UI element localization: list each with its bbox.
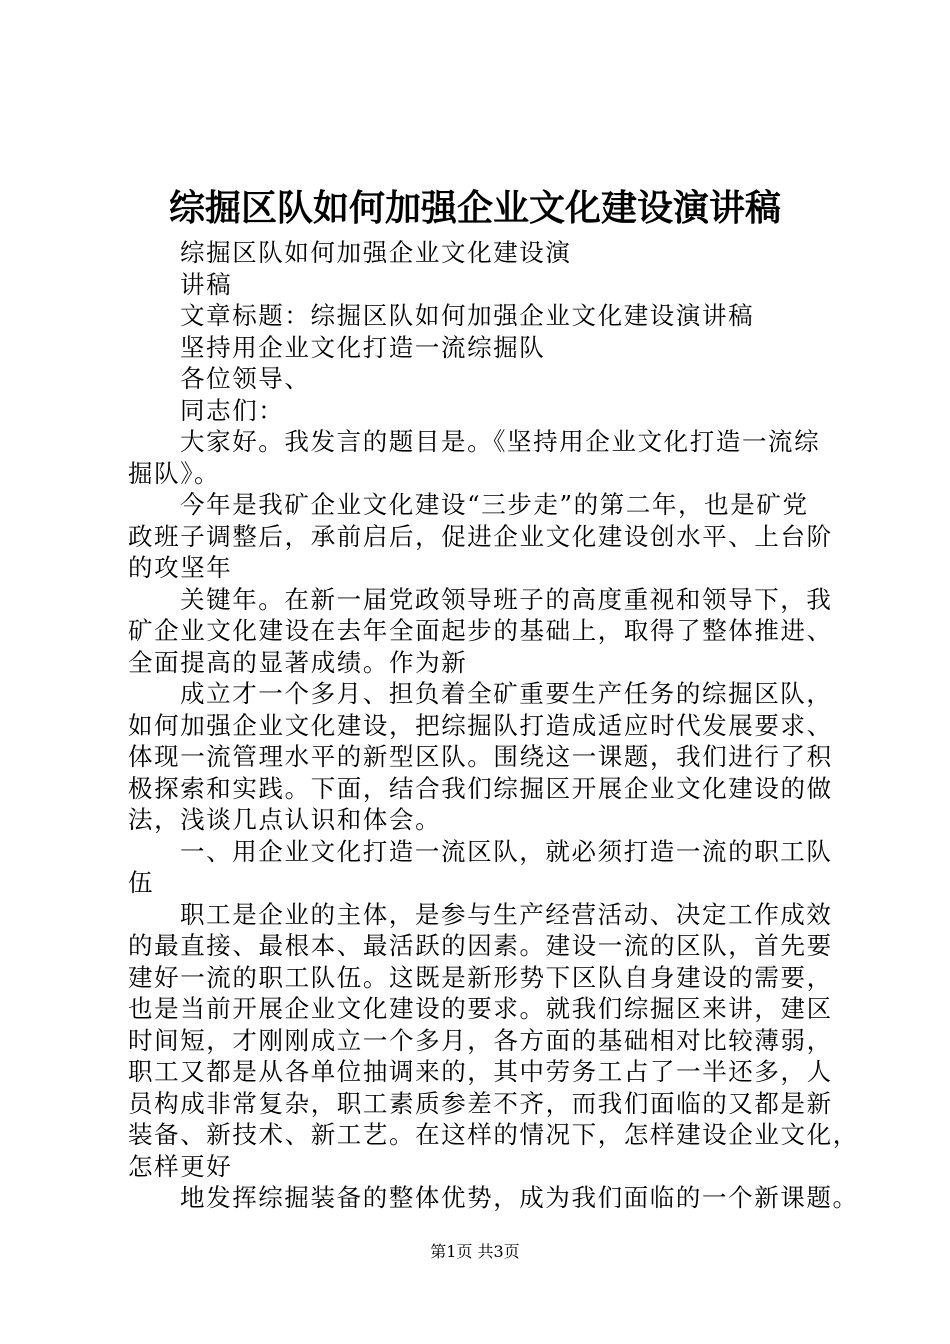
- body-line: 时间短，才刚刚成立一个多月，各方面的基础相对比较薄弱，: [128, 1025, 833, 1055]
- body-line: 伍: [128, 868, 155, 897]
- body-line: 讲稿: [180, 269, 233, 299]
- body-line: 成立才一个多月、担负着全矿重要生产任务的综掘区队，: [180, 679, 833, 708]
- body-line: 的攻坚年: [128, 553, 233, 582]
- body-line: 综掘区队如何加强企业文化建设演: [180, 238, 572, 267]
- page-footer: 第1页 共3页: [430, 1242, 520, 1261]
- body-line: 也是当前开展企业文化建设的要求。就我们综掘区来讲，建区: [128, 994, 833, 1023]
- body-line: 地发挥综掘装备的整体优势，成为我们面临的一个新课题。: [180, 1183, 859, 1212]
- body-line: 掘队》。: [128, 458, 221, 488]
- body-line: 极探索和实践。下面，结合我们综掘区开展企业文化建设的做: [128, 773, 833, 803]
- document-body: [128, 237, 859, 1214]
- body-line: 关键年。在新一届党政领导班子的高度重视和领导下，我: [180, 584, 833, 614]
- body-line: 建好一流的职工队伍。这既是新形势下区队自身建设的需要，: [128, 962, 833, 992]
- body-line: 如何加强企业文化建设，把综掘队打造成适应时代发展要求、: [128, 710, 833, 740]
- document-title: 综掘区队如何加强企业文化建设演讲稿: [168, 187, 781, 229]
- body-line: 全面提高的显著成绩。作为新: [128, 647, 468, 677]
- body-line: 怎样更好: [128, 1151, 233, 1181]
- body-line: 体现一流管理水平的新型区队。围绕这一课题，我们进行了积: [128, 742, 833, 771]
- body-line: 坚持用企业文化打造一流综掘队: [180, 332, 546, 362]
- body-line: 员构成非常复杂，职工素质参差不齐，而我们面临的又都是新: [128, 1088, 833, 1118]
- body-line: 装备、新技术、新工艺。在这样的情况下，怎样建设企业文化，: [128, 1120, 859, 1149]
- body-line: 大家好。我发言的题目是。《坚持用企业文化打造一流综: [180, 427, 821, 456]
- body-line: 各位领导、: [180, 364, 311, 393]
- body-line: 矿企业文化建设在去年全面起步的基础上，取得了整体推进、: [128, 616, 833, 645]
- body-line: 同志们：: [180, 395, 285, 425]
- body-line: 一、用企业文化打造一流区队，就必须打造一流的职工队: [180, 836, 833, 866]
- body-line: 职工又都是从各单位抽调来的，其中劳务工占了一半还多，人: [128, 1057, 833, 1086]
- body-line: 文章标题：综掘区队如何加强企业文化建设演讲稿: [180, 301, 755, 330]
- body-line: 政班子调整后，承前启后，促进企业文化建设创水平、上台阶: [128, 521, 833, 551]
- body-line: 法，浅谈几点认识和体会。: [128, 805, 442, 834]
- body-line: 的最直接、最根本、最活跃的因素。建设一流的区队，首先要: [128, 931, 833, 960]
- body-line: 职工是企业的主体，是参与生产经营活动、决定工作成效: [180, 899, 833, 929]
- body-line: 今年是我矿企业文化建设“三步走”的第二年，也是矿党: [180, 490, 809, 519]
